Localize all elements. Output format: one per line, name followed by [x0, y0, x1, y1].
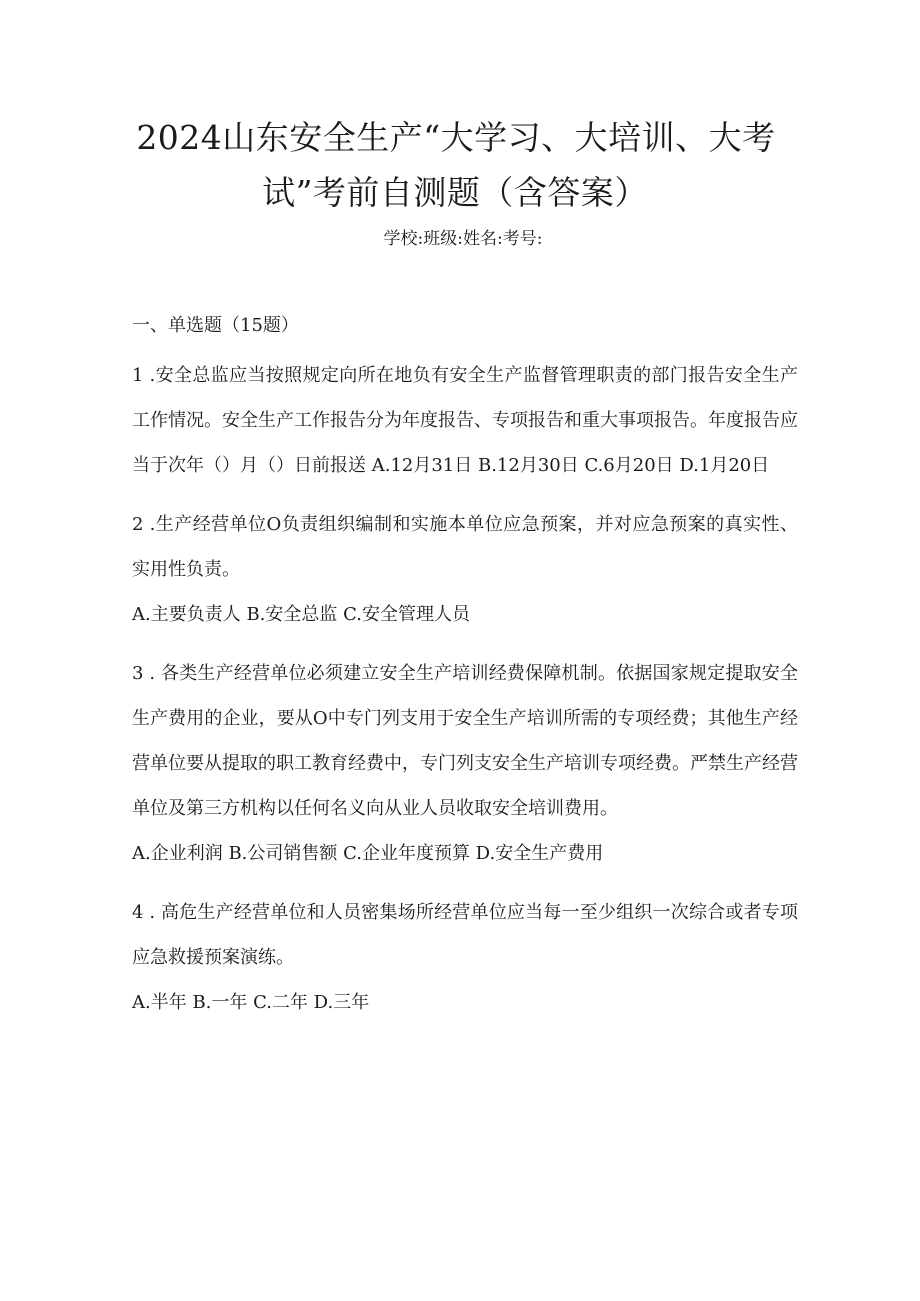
document-title: [0, 110, 920, 220]
title-line-1: 2024山东安全生产“大学习、大培训、大考: [136, 118, 776, 157]
question-options: A.主要负责人 B.安全总监 C.安全管理人员: [132, 604, 470, 625]
question-text: 3 . 各类生产经营单位必须建立安全生产培训经费保障机制。依据国家规定提取安全生产费用的企业，要从O中专门列支用于安全生产培训所需的专项经费；其他生产经营单位要从提取的职工教育经费中，专门列支安全生产培训专项经费。严禁生产经营单位及第三方机构以任何名义向从业人员收取安全培训费用。: [132, 663, 798, 819]
question-options: A.企业利润 B.公司销售额 C.企业年度预算 D.安全生产费用: [132, 843, 604, 864]
title-line-2: 试”考前自测题（含答案）: [262, 173, 648, 212]
question-2: [132, 502, 798, 637]
section-heading: 一、单选题（15题）: [132, 315, 299, 336]
question-4: [132, 890, 798, 1025]
question-text: 1 .安全总监应当按照规定向所在地负有安全生产监督管理职责的部门报告安全生产工作情况。安全生产工作报告分为年度报告、专项报告和重大事项报告。年度报告应当于次年（）月（）日前报送 A.12月31日 B.12月30日 C.6月20日 D.1月20日: [132, 365, 798, 476]
student-info-line: 学校:班级:姓名:考号:: [383, 229, 543, 249]
question-3: [132, 651, 798, 876]
exam-content: [132, 312, 798, 1039]
question-text: 2 .生产经营单位O负责组织编制和实施本单位应急预案，并对应急预案的真实性、实用性负责。: [132, 514, 798, 580]
question-text: 4 . 高危生产经营单位和人员密集场所经营单位应当每一至少组织一次综合或者专项应急救援预案演练。: [132, 902, 798, 968]
question-options: A.半年 B.一年 C.二年 D.三年: [132, 992, 370, 1013]
question-1: [132, 353, 798, 488]
